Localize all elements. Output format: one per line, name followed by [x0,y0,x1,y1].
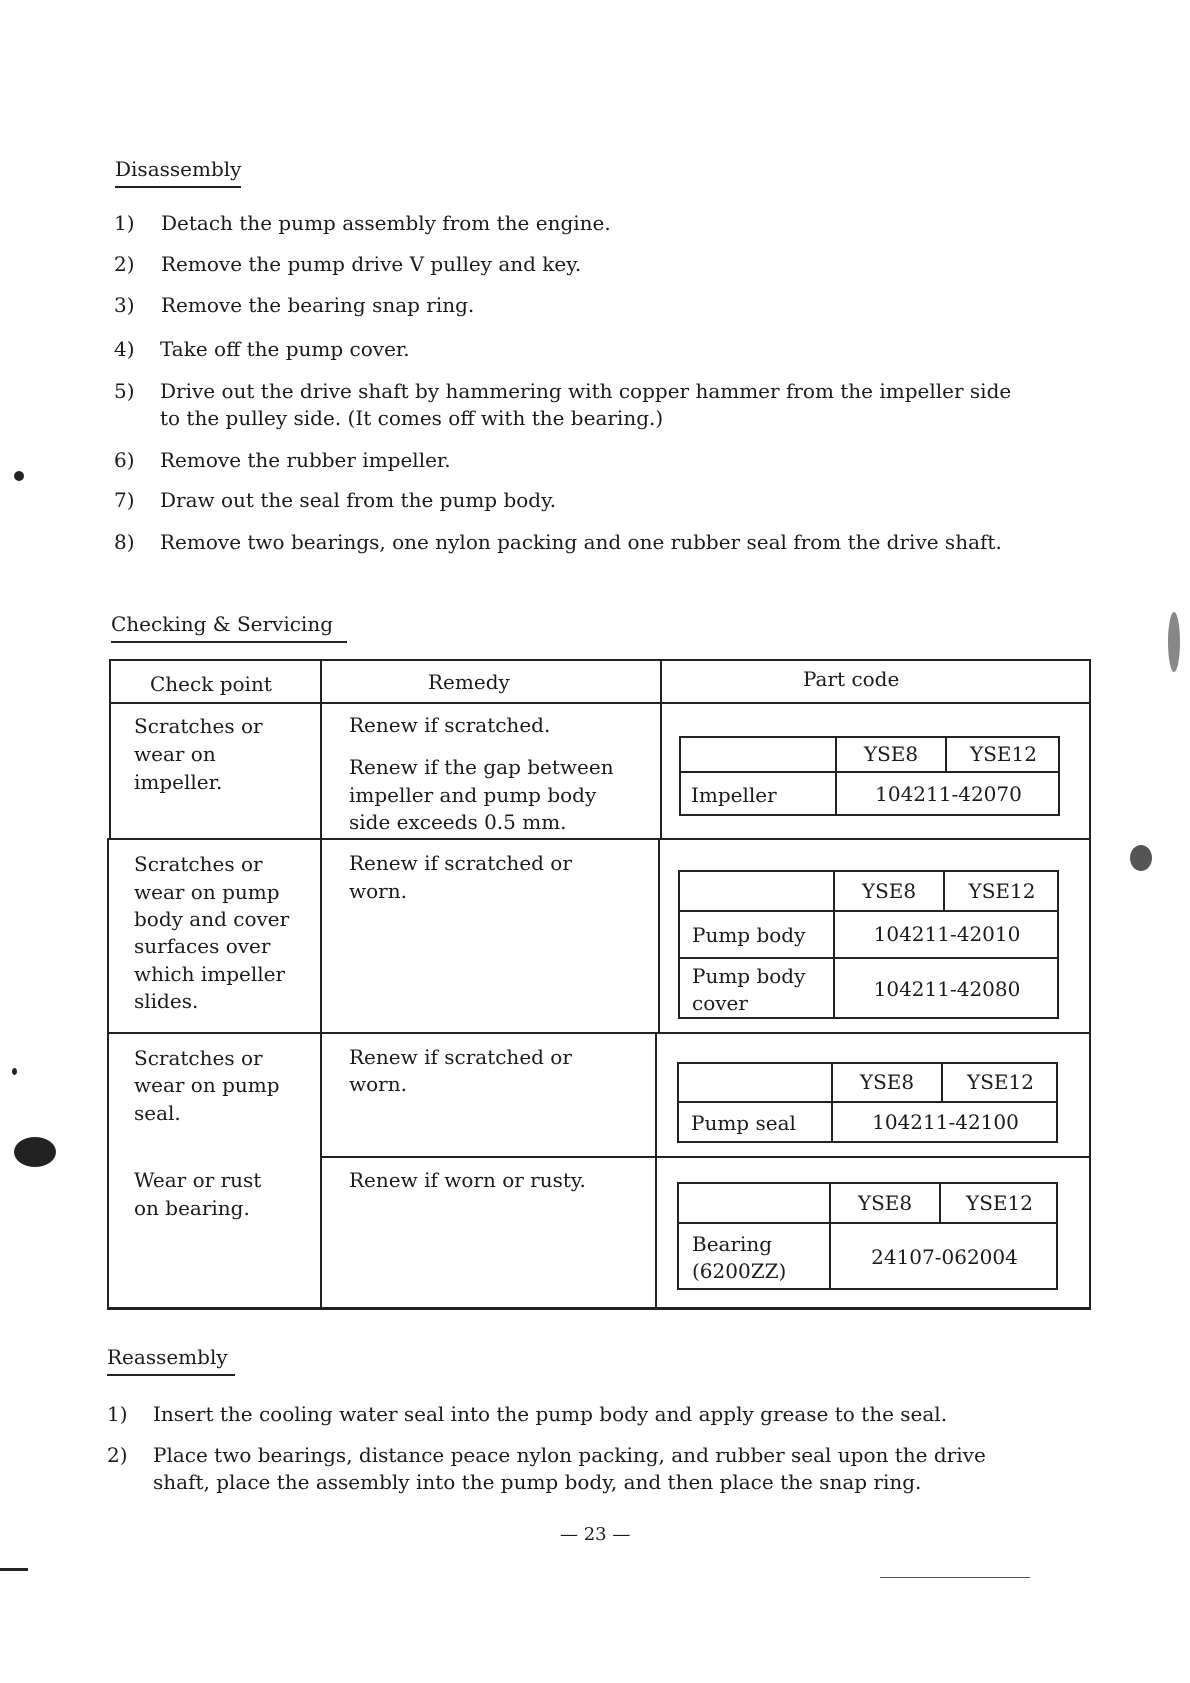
model-yse8-label: YSE8 [857,1191,913,1215]
step-number: 7) [114,488,135,512]
scan-speck [14,1137,56,1167]
remedy-text: Renew if scratched. [349,713,551,737]
part-name: Impeller [691,783,777,807]
check-point-text: Wear or rust [134,1168,262,1192]
step-text: Draw out the seal from the pump body. [160,488,557,512]
step-text: Remove two bearings, one nylon packing and one rubber seal from the drive shaft. [160,530,1002,554]
check-point-text: wear on pump [134,880,280,904]
step-number: 1) [114,211,135,235]
check-point-text: impeller. [134,770,223,794]
step-number: 1) [107,1402,128,1426]
part-name: Pump seal [691,1111,796,1135]
scan-speck [0,1568,28,1571]
remedy-text: worn. [349,879,407,903]
part-code-value: 104211-42010 [873,922,1021,946]
part-code-table [677,1062,1058,1143]
check-point-text: wear on [134,742,216,766]
table-border-left [109,659,111,839]
step-text-continued: shaft, place the assembly into the pump body, and then place the snap ring. [153,1470,922,1494]
check-point-text: surfaces over [134,934,271,958]
column-divider [655,1032,657,1308]
remedy-text: Renew if scratched or [349,1045,572,1069]
check-point-text: Scratches or [134,714,263,738]
part-name-continued: cover [692,991,748,1015]
remedy-text: Renew if the gap between [349,755,614,779]
checking-heading: Checking & Servicing [111,612,347,643]
model-yse8-label: YSE8 [861,879,917,903]
part-code-value: 104211-42100 [872,1110,1019,1134]
step-number: 5) [114,379,135,403]
part-name-continued: (6200ZZ) [692,1259,787,1283]
check-point-text: body and cover [134,907,290,931]
disassembly-heading: Disassembly [115,157,241,188]
step-text: Remove the pump drive V pulley and key. [161,252,582,276]
scan-speck [1168,612,1180,672]
table-border-bottom [107,1307,1091,1310]
part-name: Pump body [692,923,806,947]
remedy-text: worn. [349,1072,407,1096]
table-border-left [107,838,109,1309]
part-name: Pump body [692,964,806,988]
header-remedy: Remedy [428,670,510,694]
step-text-continued: to the pulley side. (It comes off with the bearing.) [160,406,664,430]
column-divider [660,659,662,839]
step-number: 2) [114,252,135,276]
check-point-text: seal. [134,1101,181,1125]
step-text: Remove the rubber impeller. [160,448,451,472]
model-yse12-label: YSE12 [966,1191,1033,1215]
part-name: Bearing [692,1232,773,1256]
remedy-text: Renew if worn or rusty. [349,1168,586,1192]
part-code-value: 104211-42080 [873,977,1021,1001]
scan-speck [12,1068,17,1075]
check-point-text: Scratches or [134,1046,263,1070]
step-text: Remove the bearing snap ring. [161,293,475,317]
scan-speck [14,471,24,481]
step-text: Place two bearings, distance peace nylon packing, and rubber seal upon the drive [153,1443,986,1467]
scan-speck [1130,845,1152,871]
step-number: 3) [114,293,135,317]
part-code-table [678,870,1059,1019]
header-check-point: Check point [150,672,272,696]
check-point-text: slides. [134,989,199,1013]
page-number: — 23 — [560,1524,631,1545]
scan-speck [880,1577,1030,1578]
model-yse12-label: YSE12 [968,879,1036,903]
table-border-right [1089,659,1091,1309]
step-number: 8) [114,530,135,554]
column-divider [320,659,322,1308]
model-yse12-label: YSE12 [970,742,1037,766]
model-yse8-label: YSE8 [863,742,919,766]
model-yse8-label: YSE8 [859,1070,915,1094]
remedy-text: side exceeds 0.5 mm. [349,810,567,834]
check-point-text: which impeller [134,962,286,986]
check-point-text: on bearing. [134,1196,250,1220]
check-point-text: Scratches or [134,852,263,876]
table-border-top [109,659,1091,661]
header-divider [109,702,1091,704]
step-text: Insert the cooling water seal into the pump body and apply grease to the seal. [153,1402,948,1426]
reassembly-heading: Reassembly [107,1345,235,1376]
step-text: Take off the pump cover. [160,337,410,361]
remedy-text: Renew if scratched or [349,851,572,875]
step-number: 4) [114,337,135,361]
model-yse12-label: YSE12 [967,1070,1034,1094]
part-code-value: 24107-062004 [871,1245,1018,1269]
part-code-table [679,736,1060,816]
step-number: 2) [107,1443,128,1467]
remedy-text: impeller and pump body [349,783,597,807]
step-number: 6) [114,448,135,472]
column-divider [658,838,660,1032]
row-divider [107,1032,1091,1034]
header-part-code: Part code [803,667,900,691]
part-code-table [677,1182,1058,1290]
row-divider [109,838,1091,840]
step-text: Detach the pump assembly from the engine. [161,211,611,235]
check-point-text: wear on pump [134,1073,280,1097]
part-code-value: 104211-42070 [875,782,1022,806]
step-text: Drive out the drive shaft by hammering with copper hammer from the impeller side [160,379,1012,403]
row-divider [320,1156,1091,1158]
